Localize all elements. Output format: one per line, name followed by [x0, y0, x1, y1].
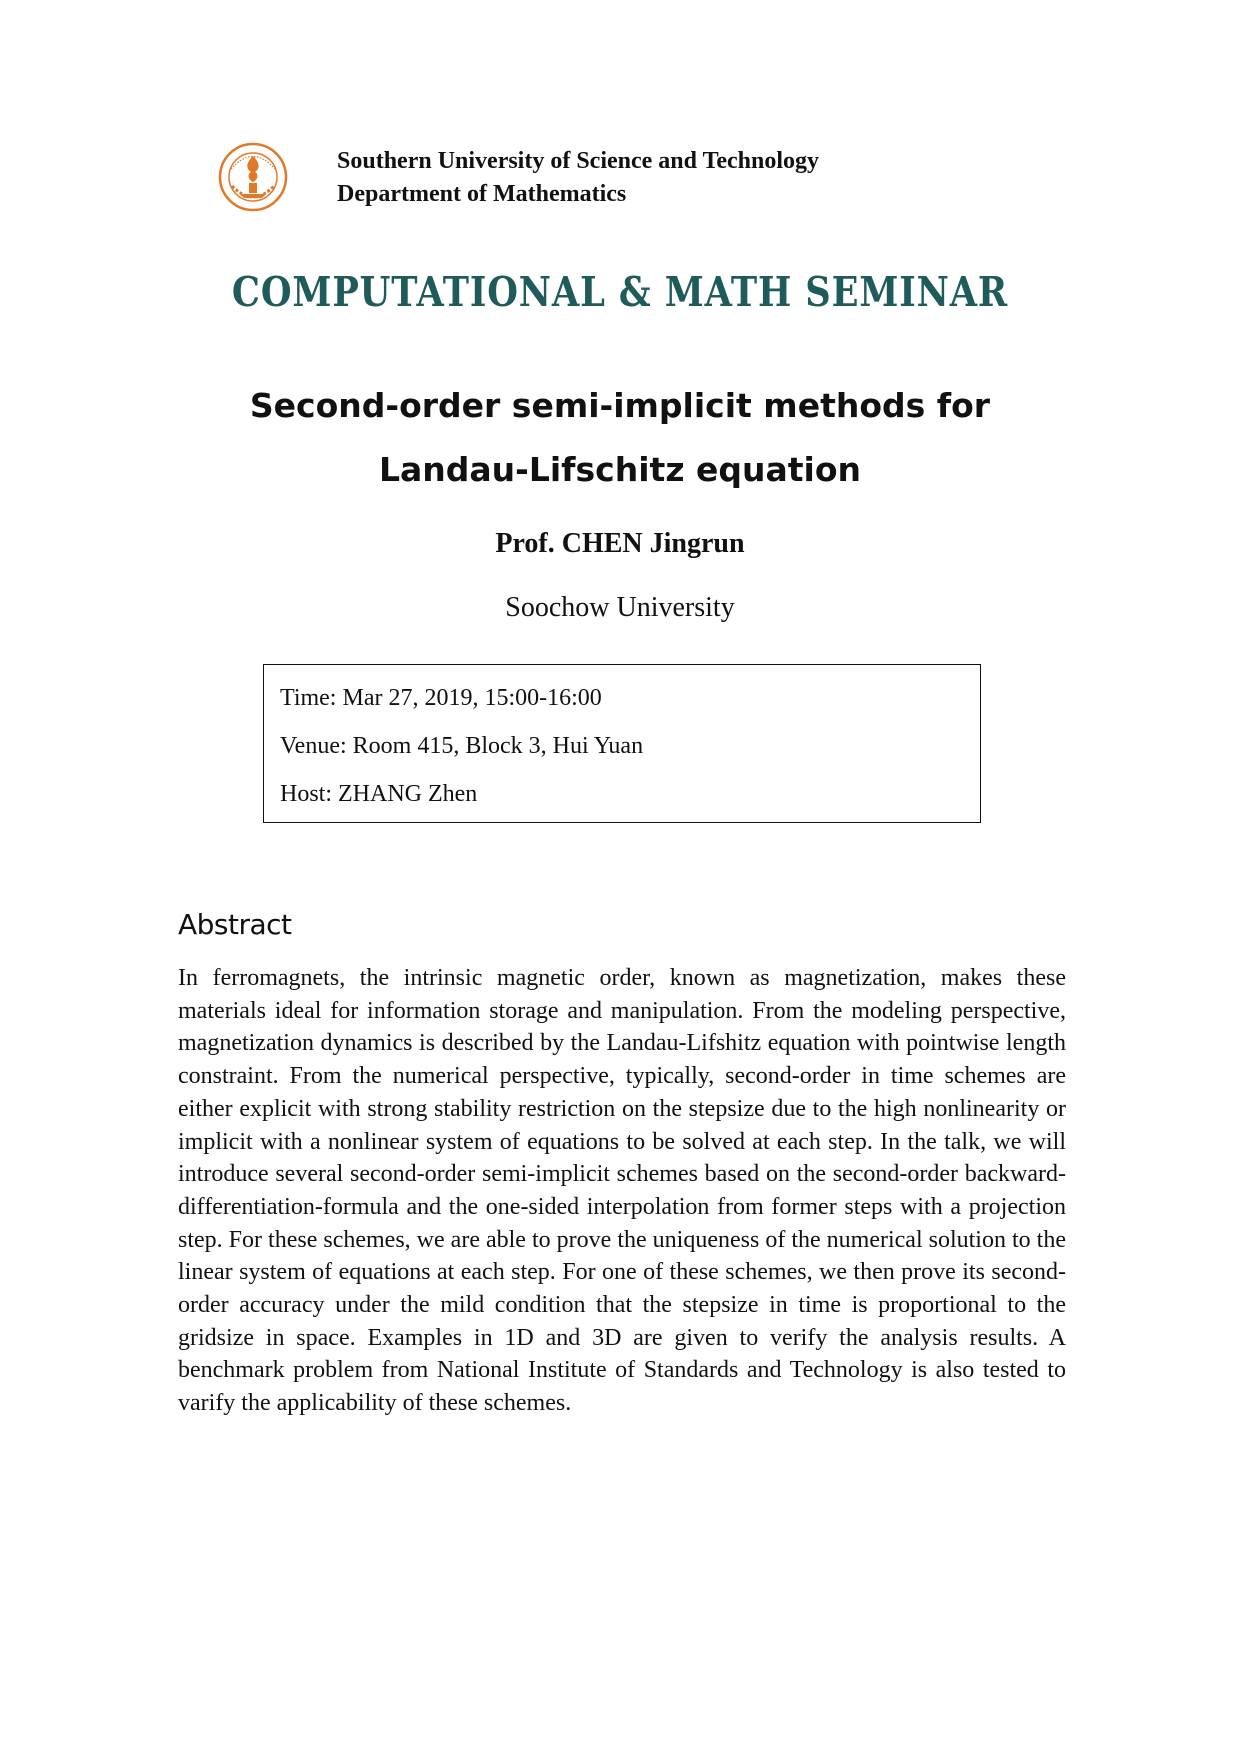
university-name: Southern University of Science and Technology — [337, 148, 820, 174]
event-info-box — [263, 664, 981, 823]
event-host: Host: ZHANG Zhen — [280, 781, 478, 807]
institution-header — [337, 145, 819, 211]
event-venue: Venue: Room 415, Block 3, Hui Yuan — [280, 733, 644, 759]
department-name: Department of Mathematics — [337, 181, 627, 207]
talk-title — [0, 374, 1240, 502]
event-time: Time: Mar 27, 2019, 15:00-16:00 — [280, 685, 602, 711]
university-seal-icon — [218, 142, 288, 212]
seminar-series-title: COMPUTATIONAL & MATH SEMINAR — [231, 268, 1009, 316]
abstract-heading: Abstract — [178, 908, 292, 941]
speaker-affiliation: Soochow University — [505, 592, 735, 623]
abstract-text: In ferromagnets, the intrinsic magnetic order, known as magnetization, makes these materials ideal for information storage and manipulation. From the modeling perspective, magnetization dynamics is described by the Landau-Lifshitz equation with pointwise length constraint. From the numerical perspective, typically, second-order in time schemes are either explicit with strong stability restriction on the stepsize due to the high nonlinearity or implicit with a nonlinear system of equations to be solved at each step. In the talk, we will introduce several second-order semi-implicit schemes based on the second-order backward-differentiation-formula and the one-sided interpolation from former steps with a projection step. For these schemes, we are able to prove the uniqueness of the numerical solution to the linear system of equations at each step. For one of these schemes, we then prove its second-order accuracy under the mild condition that the stepsize in time is proportional to the gridsize in space. Examples in 1D and 3D are given to verify the analysis results. A benchmark problem from National Institute of Standards and Technology is also tested to varify the applicability of these schemes. — [178, 965, 1066, 1417]
talk-title-line-1: Second-order semi-implicit methods for — [249, 386, 991, 425]
talk-title-line-2: Landau-Lifschitz equation — [378, 450, 862, 489]
university-logo — [218, 142, 288, 212]
speaker-name: Prof. CHEN Jingrun — [495, 528, 745, 559]
